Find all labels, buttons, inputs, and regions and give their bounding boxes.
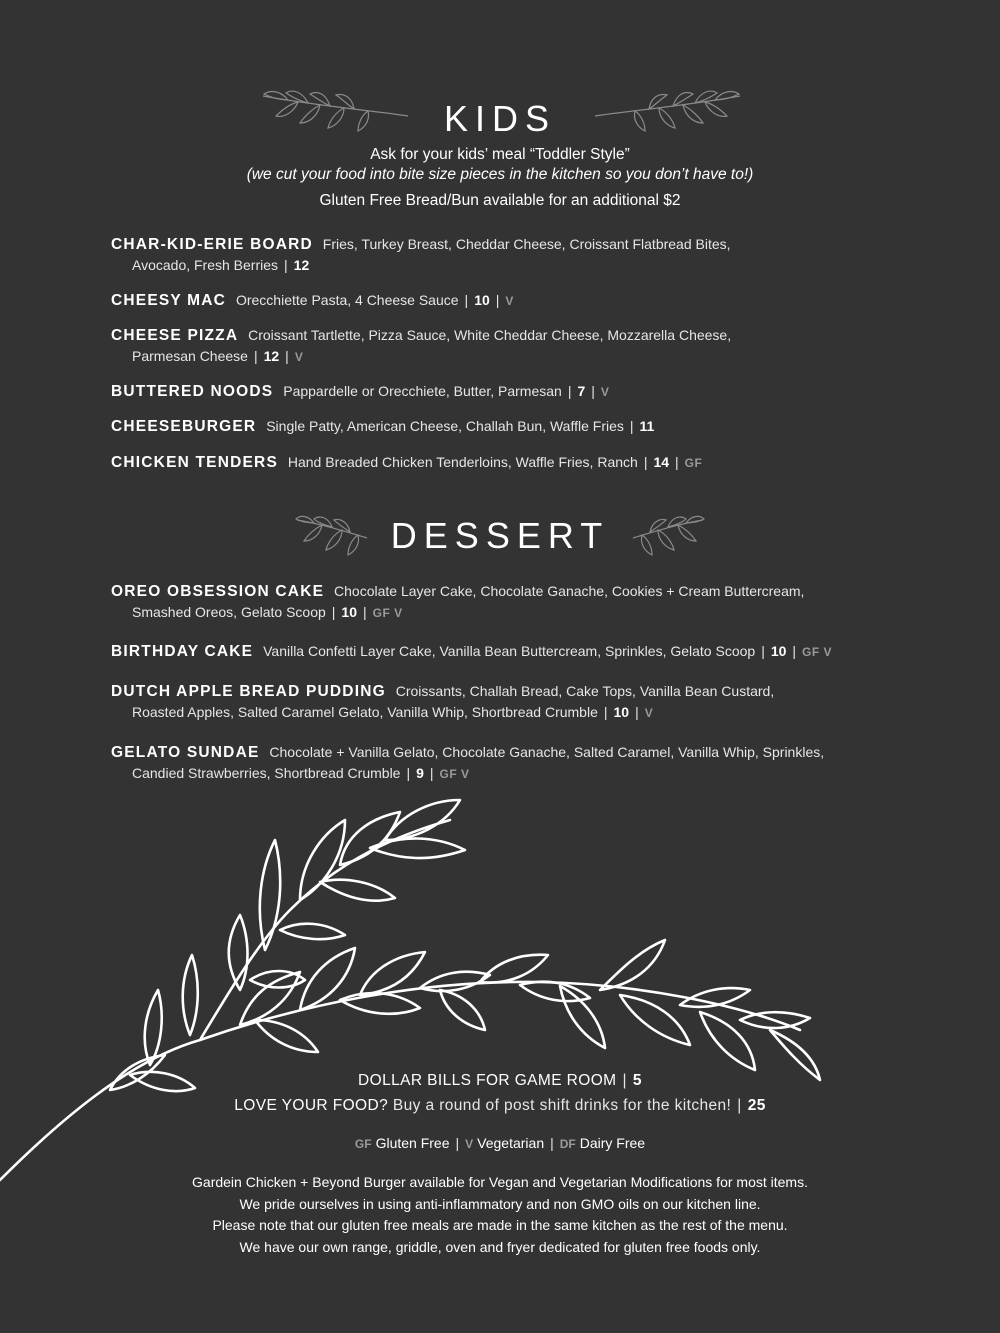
menu-item-buttered-noods: BUTTERED NOODS Pappardelle or Orecchiete, Butter, Parmesan | 7 | V	[111, 383, 610, 400]
kids-intro-toddler: Ask for your kids’ meal “Toddler Style”	[370, 146, 630, 163]
dessert-title: DESSERT	[390, 515, 610, 556]
item-name: BIRTHDAY CAKE	[111, 643, 254, 660]
item-diet-tags: V	[644, 706, 654, 720]
menu-item-gelato-sundae: GELATO SUNDAE Chocolate + Vanilla Gelato, Chocolate Ganache, Salted Caramel, Vanilla Whip, Sprinkles, Candied Strawberries, Shortbread Crumble | 9 | GF V	[111, 744, 825, 781]
item-diet-tags: GF V	[802, 645, 833, 659]
menu-item-cheeseburger: CHEESEBURGER Single Patty, American Cheese, Challah Bun, Waffle Fries | 11	[111, 418, 655, 435]
item-description-cont: Avocado, Fresh Berries	[132, 257, 279, 273]
item-name: CHEESEBURGER	[111, 418, 257, 435]
love-text: Buy a round of post shift drinks for the kitchen!	[392, 1097, 732, 1114]
item-description: Vanilla Confetti Layer Cake, Vanilla Bean Buttercream, Sprinkles, Gelato Scoop	[263, 643, 756, 659]
legend-code: DF	[559, 1137, 576, 1151]
diet-legend: GF Gluten Free | V Vegetarian | DF Dairy Free	[354, 1135, 646, 1151]
item-diet-tags: V	[600, 385, 610, 399]
item-name: OREO OBSESSION CAKE	[111, 583, 325, 600]
item-price: 12	[263, 348, 280, 364]
dollar-bills-price: 5	[632, 1072, 642, 1089]
item-price: 14	[653, 454, 670, 470]
item-diet-tags: V	[505, 294, 514, 308]
item-name: CHICKEN TENDERS	[111, 454, 278, 471]
menu-item-char-kid-erie-board: CHAR-KID-ERIE BOARD Fries, Turkey Breast, Cheddar Cheese, Croissant Flatbread Bites, Avocado, Fresh Berries | 12	[111, 236, 731, 273]
item-description: Croissant Tartlette, Pizza Sauce, White Cheddar Cheese, Mozzarella Cheese,	[248, 327, 732, 343]
note-line: Please note that our gluten free meals are made in the same kitchen as the rest of the menu.	[212, 1217, 788, 1233]
legend-code: V	[465, 1137, 474, 1151]
love-price: 25	[747, 1097, 766, 1114]
menu-item-cheesy-mac: CHEESY MAC Orecchiette Pasta, 4 Cheese Sauce | 10 | V	[111, 292, 514, 309]
menu-item-dutch-apple-bread-pudding: DUTCH APPLE BREAD PUDDING Croissants, Challah Bread, Cake Tops, Vanilla Bean Custard, Roasted Apples, Salted Caramel Gelato, Vanilla Whip, Shortbread Crumble | 10 | V	[111, 683, 775, 720]
dollar-bills-line: DOLLAR BILLS FOR GAME ROOM | 5	[358, 1072, 642, 1089]
item-description: Orecchiette Pasta, 4 Cheese Sauce	[235, 292, 459, 308]
item-price: 9	[416, 765, 424, 781]
legend-label: Vegetarian	[477, 1135, 545, 1151]
legend-label: Dairy Free	[579, 1135, 646, 1151]
item-name: CHEESY MAC	[111, 292, 227, 309]
item-name: GELATO SUNDAE	[111, 744, 260, 761]
note-line: Gardein Chicken + Beyond Burger available for Vegan and Vegetarian Modifications for most items.	[192, 1174, 808, 1190]
item-description: Fries, Turkey Breast, Cheddar Cheese, Croissant Flatbread Bites,	[322, 236, 731, 252]
dollar-bills-label: DOLLAR BILLS FOR GAME ROOM	[358, 1072, 617, 1089]
item-name: CHAR-KID-ERIE BOARD	[111, 236, 313, 253]
legend-label: Gluten Free	[375, 1135, 450, 1151]
item-description: Chocolate Layer Cake, Chocolate Ganache, Cookies + Cream Buttercream,	[334, 583, 805, 599]
item-description-cont: Parmesan Cheese	[132, 348, 248, 364]
item-name: CHEESE PIZZA	[111, 327, 239, 344]
item-description-cont: Smashed Oreos, Gelato Scoop	[132, 604, 326, 620]
item-description: Single Patty, American Cheese, Challah Bun, Waffle Fries	[266, 418, 624, 434]
footer-notes	[0, 1172, 1000, 1258]
item-price: 7	[577, 383, 586, 399]
kids-intro-gluten-free: Gluten Free Bread/Bun available for an additional $2	[319, 192, 681, 209]
menu-item-oreo-obsession-cake: OREO OBSESSION CAKE Chocolate Layer Cake, Chocolate Ganache, Cookies + Cream Buttercream, Smashed Oreos, Gelato Scoop | 10 | GF V	[111, 583, 805, 620]
love-label: LOVE YOUR FOOD?	[234, 1097, 389, 1114]
note-line: We have our own range, griddle, oven and fryer dedicated for gluten free foods only.	[239, 1238, 761, 1255]
item-diet-tags: GF V	[439, 767, 470, 781]
kids-title: KIDS	[443, 98, 557, 139]
item-description: Hand Breaded Chicken Tenderloins, Waffle Fries, Ranch	[287, 454, 638, 470]
item-diet-tags: GF	[684, 456, 703, 470]
item-price: 10	[474, 292, 490, 308]
menu-item-chicken-tenders: CHICKEN TENDERS Hand Breaded Chicken Tenderloins, Waffle Fries, Ranch | 14 | GF	[111, 454, 703, 471]
item-description: Chocolate + Vanilla Gelato, Chocolate Ganache, Salted Caramel, Vanilla Whip, Sprinkles,	[269, 744, 825, 760]
item-name: DUTCH APPLE BREAD PUDDING	[111, 683, 386, 700]
kids-intro-note: (we cut your food into bite size pieces in the kitchen so you don’t have to!)	[246, 166, 754, 183]
item-price: 10	[341, 604, 357, 620]
item-description: Pappardelle or Orecchiete, Butter, Parmesan	[283, 383, 562, 399]
item-description-cont: Candied Strawberries, Shortbread Crumble	[132, 765, 401, 781]
legend-code: GF	[354, 1137, 372, 1151]
item-price: 10	[770, 643, 787, 659]
note-line: We pride ourselves in using anti-inflammatory and non GMO oils on our kitchen line.	[239, 1195, 761, 1212]
menu-item-cheese-pizza: CHEESE PIZZA Croissant Tartlette, Pizza Sauce, White Cheddar Cheese, Mozzarella Cheese, Parmesan Cheese | 12 | V	[111, 327, 732, 364]
item-price: 12	[293, 257, 310, 273]
item-description: Croissants, Challah Bread, Cake Tops, Vanilla Bean Custard,	[395, 683, 775, 699]
love-your-food-line: LOVE YOUR FOOD? Buy a round of post shift drinks for the kitchen! | 25	[234, 1097, 766, 1114]
item-name: BUTTERED NOODS	[111, 383, 274, 400]
item-diet-tags: V	[294, 350, 304, 364]
item-price: 11	[639, 418, 655, 434]
menu-item-birthday-cake: BIRTHDAY CAKE Vanilla Confetti Layer Cake, Vanilla Bean Buttercream, Sprinkles, Gelato Scoop | 10 | GF V	[111, 643, 833, 660]
item-description-cont: Roasted Apples, Salted Caramel Gelato, Vanilla Whip, Shortbread Crumble	[132, 704, 598, 720]
item-diet-tags: GF V	[372, 606, 403, 620]
item-price: 10	[613, 704, 630, 720]
olive-branch-illustration	[0, 790, 840, 1190]
